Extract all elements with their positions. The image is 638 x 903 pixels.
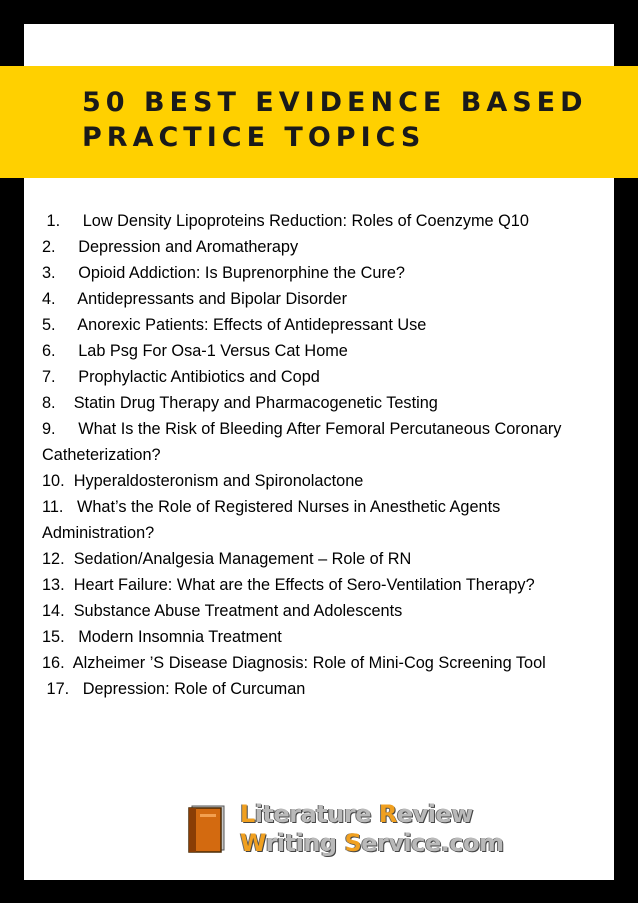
title-line-2: PRACTICE TOPICS bbox=[82, 122, 426, 153]
logo-text bbox=[240, 800, 504, 858]
topic-text: Depression and Aromatherapy bbox=[78, 238, 299, 256]
logo-line-2: Writing Service.com bbox=[240, 829, 504, 857]
book-icon bbox=[186, 804, 228, 854]
topic-text: What’s the Role of Registered Nurses in Anesthetic Agents Administration? bbox=[42, 498, 501, 542]
topic-number: 9. bbox=[42, 420, 79, 438]
topic-number: 5. bbox=[42, 316, 78, 334]
topic-item bbox=[42, 624, 582, 650]
topic-number: 2. bbox=[42, 238, 79, 256]
topic-text: Opioid Addiction: Is Buprenorphine the Cure? bbox=[78, 264, 405, 282]
topic-number: 3. bbox=[42, 264, 79, 282]
topic-item bbox=[42, 390, 582, 416]
topic-item bbox=[42, 338, 582, 364]
title-line-1: 50 BEST EVIDENCE BASED bbox=[82, 87, 588, 118]
topic-number: 1. bbox=[42, 212, 83, 230]
topic-item bbox=[42, 416, 582, 468]
topic-text: Anorexic Patients: Effects of Antidepressant Use bbox=[77, 316, 427, 334]
topic-item bbox=[42, 598, 582, 624]
topic-text: Substance Abuse Treatment and Adolescents bbox=[73, 602, 403, 620]
topic-item bbox=[42, 676, 582, 702]
topic-number: 13. bbox=[42, 576, 74, 594]
topic-number: 17. bbox=[42, 680, 83, 698]
topic-text: Lab Psg For Osa-1 Versus Cat Home bbox=[78, 342, 348, 360]
topic-number: 15. bbox=[42, 628, 79, 646]
logo-line-1: Literature Review bbox=[240, 800, 473, 828]
topic-item bbox=[42, 260, 582, 286]
topic-number: 8. bbox=[42, 394, 74, 412]
page-title bbox=[82, 85, 588, 155]
topic-item bbox=[42, 312, 582, 338]
topic-text: What Is the Risk of Bleeding After Femoral Percutaneous Coronary Catheterization? bbox=[42, 420, 562, 464]
topic-number: 6. bbox=[42, 342, 79, 360]
topic-text: Heart Failure: What are the Effects of Sero-Ventilation Therapy? bbox=[73, 576, 535, 594]
topic-item bbox=[42, 208, 582, 234]
topic-text: Low Density Lipoproteins Reduction: Roles of Coenzyme Q10 bbox=[82, 212, 529, 230]
topic-item bbox=[42, 364, 582, 390]
topic-number: 7. bbox=[42, 368, 79, 386]
topic-item bbox=[42, 234, 582, 260]
topic-item bbox=[42, 546, 582, 572]
topic-item bbox=[42, 650, 582, 676]
topic-number: 10. bbox=[42, 472, 74, 490]
topic-number: 16. bbox=[42, 654, 73, 672]
topic-number: 12. bbox=[42, 550, 74, 568]
topic-text: Alzheimer ’S Disease Diagnosis: Role of Mini-Cog Screening Tool bbox=[72, 654, 546, 672]
topic-text: Depression: Role of Curcuman bbox=[82, 680, 306, 698]
topic-number: 4. bbox=[42, 290, 78, 308]
topic-item bbox=[42, 468, 582, 494]
topic-text: Prophylactic Antibiotics and Copd bbox=[78, 368, 320, 386]
topic-text: Antidepressants and Bipolar Disorder bbox=[77, 290, 347, 308]
topic-text: Sedation/Analgesia Management – Role of RN bbox=[73, 550, 412, 568]
topic-number: 11. bbox=[42, 498, 77, 516]
topic-item bbox=[42, 494, 582, 546]
topic-text: Hyperaldosteronism and Spironolactone bbox=[73, 472, 364, 490]
topic-item bbox=[42, 572, 582, 598]
topic-list bbox=[42, 208, 582, 702]
topic-number: 14. bbox=[42, 602, 74, 620]
topic-text: Statin Drug Therapy and Pharmacogenetic Testing bbox=[73, 394, 438, 412]
brand-logo[interactable] bbox=[186, 800, 504, 862]
topic-text: Modern Insomnia Treatment bbox=[78, 628, 282, 646]
topic-item bbox=[42, 286, 582, 312]
